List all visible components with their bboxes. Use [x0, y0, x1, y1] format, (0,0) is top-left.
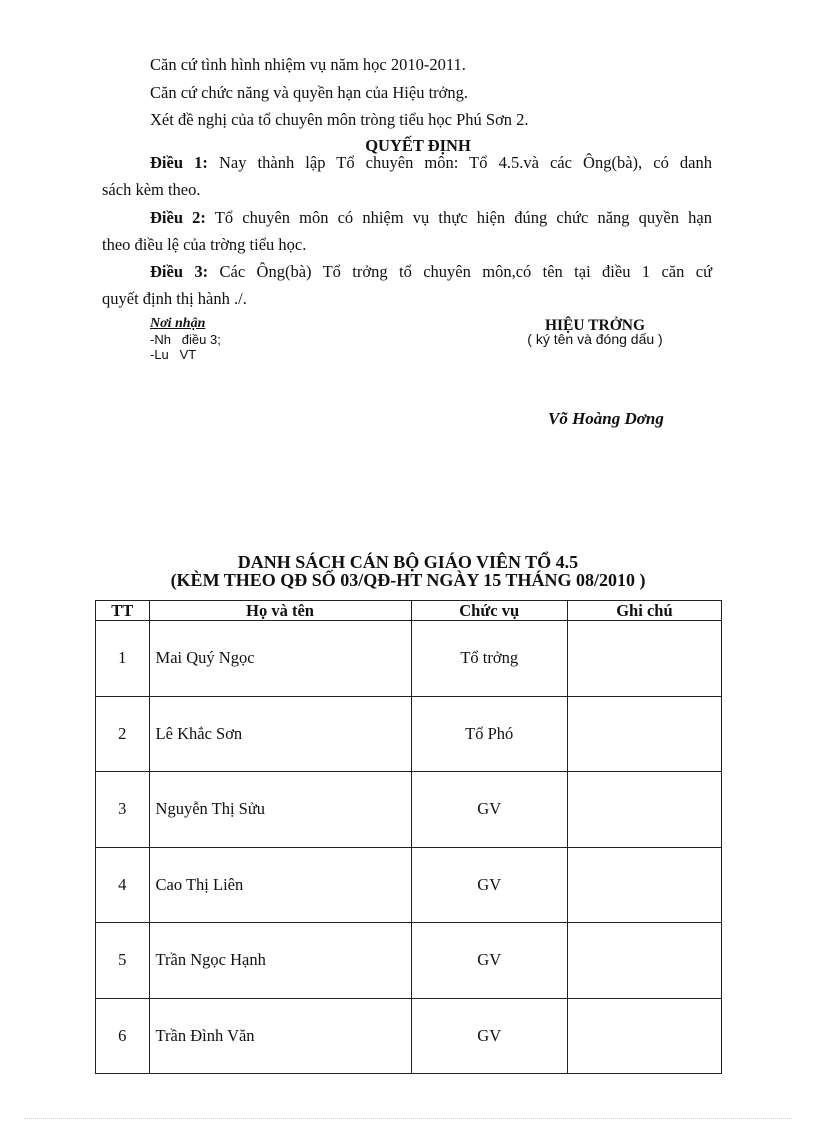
staff-note	[567, 772, 721, 848]
staff-role: GV	[411, 772, 567, 848]
staff-note	[567, 696, 721, 772]
table-row	[96, 847, 722, 923]
recipients-title: Nơi nhận	[150, 316, 206, 331]
staff-note	[567, 621, 721, 697]
row-number: 4	[96, 847, 150, 923]
recipients-line-2: -Lu VT	[150, 347, 197, 362]
staff-note	[567, 998, 721, 1074]
staff-name: Mai Quý Ngọc	[149, 621, 411, 697]
preamble-line-1: Căn cứ tình hình nhiệm vụ năm học 2010-2011.	[150, 55, 466, 74]
table-row	[96, 696, 722, 772]
staff-role: GV	[411, 998, 567, 1074]
staff-name: Trần Ngọc Hạnh	[149, 923, 411, 999]
article-3-text: Các Ông(bà) Tổ trởng tổ chuyên môn,có tên tại điều 1 căn cứ	[219, 262, 713, 281]
list-title: DANH SÁCH CÁN BỘ GIÁO VIÊN TỔ 4.5	[237, 552, 579, 572]
recipients-line-1: -Nh điều 3;	[150, 332, 221, 347]
staff-note	[567, 847, 721, 923]
table-row	[96, 772, 722, 848]
column-header-note: Ghi chú	[567, 601, 721, 621]
column-header-tt: TT	[96, 601, 150, 621]
row-number: 6	[96, 998, 150, 1074]
article-1-text: Nay thành lập Tổ chuyên môn: Tổ 4.5.và các Ông(bà), có danh	[218, 153, 713, 172]
table-header-row	[96, 601, 722, 621]
preamble-line-3: Xét đề nghị của tổ chuyên môn tròng tiểu học Phú Sơn 2.	[150, 110, 529, 129]
table-row	[96, 621, 722, 697]
staff-table	[95, 600, 722, 1074]
staff-note	[567, 923, 721, 999]
row-number: 2	[96, 696, 150, 772]
signature-role: HIỆU TRỞNG	[544, 317, 646, 334]
row-number: 3	[96, 772, 150, 848]
table-row	[96, 923, 722, 999]
decision-heading: QUYẾT ĐỊNH	[365, 136, 471, 155]
column-header-name: Họ và tên	[149, 601, 411, 621]
staff-name: Nguyễn Thị Sửu	[149, 772, 411, 848]
article-2-label: Điều 2:	[150, 208, 206, 227]
row-number: 5	[96, 923, 150, 999]
column-header-role: Chức vụ	[411, 601, 567, 621]
article-1-label: Điều 1:	[150, 153, 208, 172]
article-2-continuation: theo điều lệ của trờng tiểu học.	[102, 235, 307, 254]
staff-role: GV	[411, 923, 567, 999]
article-3-label: Điều 3:	[150, 262, 209, 281]
staff-name: Cao Thị Liên	[149, 847, 411, 923]
list-subtitle: (KÈM THEO QĐ SỐ 03/QĐ-HT NGÀY 15 THÁNG 08/2010 )	[170, 570, 646, 590]
signature-name: Võ Hoàng Dơng	[548, 409, 664, 428]
signature-note: ( ký tên và đóng dấu )	[527, 331, 663, 347]
staff-name: Trần Đình Văn	[149, 998, 411, 1074]
article-3-continuation: quyết định thị hành ./.	[102, 289, 247, 308]
staff-role: Tổ trởng	[411, 621, 567, 697]
article-1	[150, 153, 712, 173]
article-2	[150, 208, 712, 228]
article-3	[150, 262, 712, 282]
article-1-continuation: sách kèm theo.	[102, 180, 201, 199]
row-number: 1	[96, 621, 150, 697]
article-2-text: Tổ chuyên môn có nhiệm vụ thực hiện đúng chức năng quyền hạn	[214, 208, 712, 227]
table-row	[96, 998, 722, 1074]
staff-role: Tổ Phó	[411, 696, 567, 772]
preamble-line-2: Căn cứ chức năng và quyền hạn của Hiệu trởng.	[150, 83, 469, 102]
staff-name: Lê Khắc Sơn	[149, 696, 411, 772]
staff-role: GV	[411, 847, 567, 923]
page-bottom-divider	[24, 1118, 792, 1119]
